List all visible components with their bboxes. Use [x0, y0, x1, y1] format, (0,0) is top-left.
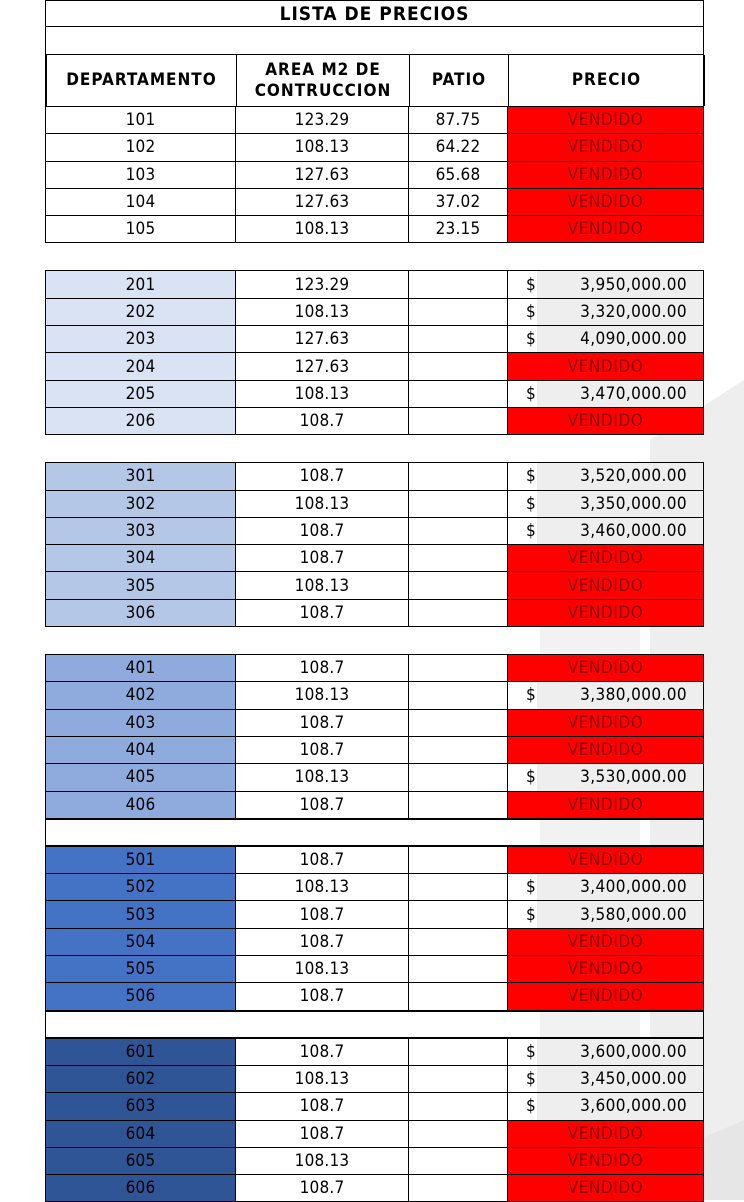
- cell-precio-vendido: VENDIDO: [508, 216, 704, 242]
- cell-precio-vendido: VENDIDO: [508, 956, 704, 982]
- cell-departamento: 203: [45, 326, 236, 352]
- floor-section: [45, 846, 704, 1011]
- currency-symbol: $: [526, 383, 537, 404]
- currency-symbol: $: [526, 767, 537, 788]
- table-row: [45, 929, 704, 956]
- cell-precio-vendido: VENDIDO: [508, 1121, 704, 1147]
- price-amount: 3,600,000.00: [580, 1041, 687, 1062]
- cell-area: 108.13: [236, 1148, 409, 1174]
- table-row: [45, 381, 704, 408]
- cell-area: 108.13: [236, 491, 409, 517]
- cell-precio-vendido: VENDIDO: [508, 134, 704, 160]
- price-amount: 3,600,000.00: [580, 1096, 687, 1117]
- floor-sections: [45, 107, 704, 1202]
- cell-area: 108.7: [236, 847, 409, 873]
- price-amount: 3,530,000.00: [580, 767, 687, 788]
- price-amount: 3,350,000.00: [580, 493, 687, 514]
- cell-area: 108.13: [236, 572, 409, 598]
- table-row: [45, 134, 704, 161]
- cell-patio: [409, 764, 508, 790]
- sheet-title: LISTA DE PRECIOS: [45, 0, 704, 27]
- cell-precio-vendido: VENDIDO: [508, 1175, 704, 1201]
- cell-precio: [508, 901, 704, 927]
- floor-gap: [45, 243, 704, 270]
- cell-area: 108.7: [236, 710, 409, 736]
- table-row: [45, 462, 704, 490]
- table-header: [45, 54, 704, 107]
- cell-precio-vendido: VENDIDO: [508, 600, 704, 626]
- currency-symbol: $: [526, 877, 537, 898]
- floor-section: [45, 270, 704, 435]
- cell-precio-vendido: VENDIDO: [508, 710, 704, 736]
- cell-area: 108.13: [236, 956, 409, 982]
- cell-departamento: 206: [45, 408, 236, 434]
- table-row: [45, 1093, 704, 1120]
- cell-departamento: 604: [45, 1121, 236, 1147]
- cell-precio-vendido: VENDIDO: [508, 107, 704, 133]
- cell-precio: [508, 463, 704, 489]
- cell-area: 108.7: [236, 545, 409, 571]
- floor-gap: [45, 435, 704, 462]
- floor-section: [45, 107, 704, 243]
- price-amount: 3,580,000.00: [580, 904, 687, 925]
- cell-departamento: 606: [45, 1175, 236, 1201]
- cell-patio: [409, 655, 508, 681]
- floor-section: [45, 654, 704, 819]
- cell-area: 127.63: [236, 189, 409, 215]
- table-row: [45, 270, 704, 298]
- cell-patio: [409, 518, 508, 544]
- table-row: [45, 572, 704, 599]
- cell-departamento: 103: [45, 162, 236, 188]
- cell-patio: [409, 847, 508, 873]
- cell-patio: [409, 1175, 508, 1201]
- cell-area: 108.7: [236, 655, 409, 681]
- floor-section: [45, 1038, 704, 1202]
- cell-precio: [508, 682, 704, 708]
- price-list-sheet: [45, 0, 704, 1202]
- currency-symbol: $: [526, 1096, 537, 1117]
- cell-patio: [409, 326, 508, 352]
- cell-patio: [409, 929, 508, 955]
- cell-departamento: 603: [45, 1093, 236, 1119]
- floor-gap: [45, 819, 704, 846]
- blank-spacer-row: [45, 27, 704, 54]
- cell-precio-vendido: VENDIDO: [508, 655, 704, 681]
- table-row: [45, 162, 704, 189]
- cell-precio-vendido: VENDIDO: [508, 162, 704, 188]
- cell-precio-vendido: VENDIDO: [508, 929, 704, 955]
- cell-precio: [508, 518, 704, 544]
- header-area-line2: CONTRUCCION: [254, 80, 392, 101]
- cell-departamento: 204: [45, 353, 236, 379]
- table-row: [45, 189, 704, 216]
- currency-symbol: $: [526, 1069, 537, 1090]
- cell-patio: [409, 1121, 508, 1147]
- table-row: [45, 792, 704, 819]
- cell-precio-vendido: VENDIDO: [508, 408, 704, 434]
- currency-symbol: $: [526, 301, 537, 322]
- cell-precio: [508, 381, 704, 407]
- cell-departamento: 202: [45, 299, 236, 325]
- cell-patio: [409, 1039, 508, 1065]
- cell-patio: [409, 901, 508, 927]
- price-amount: 3,950,000.00: [580, 274, 687, 295]
- cell-patio: [409, 874, 508, 900]
- cell-departamento: 303: [45, 518, 236, 544]
- cell-patio: [409, 271, 508, 297]
- table-row: [45, 1066, 704, 1093]
- cell-departamento: 502: [45, 874, 236, 900]
- currency-symbol: $: [526, 466, 537, 487]
- cell-patio: [409, 600, 508, 626]
- table-row: [45, 737, 704, 764]
- cell-patio: 87.75: [409, 107, 508, 133]
- cell-precio: [508, 874, 704, 900]
- cell-departamento: 505: [45, 956, 236, 982]
- cell-patio: [409, 983, 508, 1009]
- price-amount: 3,320,000.00: [580, 301, 687, 322]
- cell-departamento: 301: [45, 463, 236, 489]
- cell-departamento: 503: [45, 901, 236, 927]
- cell-patio: [409, 710, 508, 736]
- cell-departamento: 405: [45, 764, 236, 790]
- table-row: [45, 1121, 704, 1148]
- cell-departamento: 401: [45, 655, 236, 681]
- cell-departamento: 504: [45, 929, 236, 955]
- cell-area: 108.13: [236, 299, 409, 325]
- header-precio: PRECIO: [509, 55, 705, 106]
- price-amount: 4,090,000.00: [580, 329, 687, 350]
- table-row: [45, 353, 704, 380]
- currency-symbol: $: [526, 493, 537, 514]
- cell-area: 123.29: [236, 107, 409, 133]
- cell-departamento: 304: [45, 545, 236, 571]
- cell-area: 108.7: [236, 1175, 409, 1201]
- cell-precio-vendido: VENDIDO: [508, 353, 704, 379]
- cell-patio: [409, 1093, 508, 1119]
- price-amount: 3,450,000.00: [580, 1069, 687, 1090]
- cell-precio-vendido: VENDIDO: [508, 847, 704, 873]
- cell-area: 108.13: [236, 381, 409, 407]
- table-row: [45, 956, 704, 983]
- table-row: [45, 874, 704, 901]
- cell-area: 108.7: [236, 1039, 409, 1065]
- cell-area: 108.13: [236, 682, 409, 708]
- cell-departamento: 306: [45, 600, 236, 626]
- cell-departamento: 104: [45, 189, 236, 215]
- price-amount: 3,470,000.00: [580, 383, 687, 404]
- cell-precio-vendido: VENDIDO: [508, 1148, 704, 1174]
- cell-precio: [508, 1093, 704, 1119]
- cell-patio: 65.68: [409, 162, 508, 188]
- price-amount: 3,460,000.00: [580, 521, 687, 541]
- table-row: [45, 682, 704, 709]
- cell-departamento: 602: [45, 1066, 236, 1092]
- cell-precio: [508, 326, 704, 352]
- cell-departamento: 105: [45, 216, 236, 242]
- cell-patio: [409, 545, 508, 571]
- cell-patio: [409, 737, 508, 763]
- cell-patio: [409, 463, 508, 489]
- table-row: [45, 326, 704, 353]
- table-row: [45, 545, 704, 572]
- price-amount: 3,380,000.00: [580, 685, 687, 706]
- table-row: [45, 600, 704, 627]
- cell-departamento: 302: [45, 491, 236, 517]
- header-area-line1: AREA M2 DE: [265, 60, 381, 81]
- cell-departamento: 501: [45, 847, 236, 873]
- cell-area: 123.29: [236, 271, 409, 297]
- cell-precio: [508, 1039, 704, 1065]
- cell-area: 108.13: [236, 1066, 409, 1092]
- cell-patio: [409, 572, 508, 598]
- cell-patio: [409, 491, 508, 517]
- cell-precio-vendido: VENDIDO: [508, 545, 704, 571]
- floor-section: [45, 462, 704, 627]
- cell-patio: [409, 408, 508, 434]
- cell-area: 127.63: [236, 326, 409, 352]
- cell-precio: [508, 271, 704, 297]
- cell-departamento: 406: [45, 792, 236, 818]
- cell-area: 108.7: [236, 929, 409, 955]
- table-row: [45, 518, 704, 545]
- cell-area: 108.7: [236, 408, 409, 434]
- cell-precio: [508, 491, 704, 517]
- cell-precio: [508, 299, 704, 325]
- cell-departamento: 403: [45, 710, 236, 736]
- currency-symbol: $: [526, 685, 537, 706]
- cell-departamento: 605: [45, 1148, 236, 1174]
- currency-symbol: $: [526, 274, 537, 295]
- cell-precio: [508, 764, 704, 790]
- table-row: [45, 408, 704, 435]
- cell-patio: 37.02: [409, 189, 508, 215]
- cell-departamento: 201: [45, 271, 236, 297]
- cell-area: 108.7: [236, 983, 409, 1009]
- cell-area: 108.7: [236, 1121, 409, 1147]
- table-row: [45, 216, 704, 243]
- table-row: [45, 764, 704, 791]
- price-amount: 3,400,000.00: [580, 877, 687, 898]
- cell-area: 108.7: [236, 737, 409, 763]
- table-row: [45, 846, 704, 874]
- cell-area: 108.7: [236, 518, 409, 544]
- floor-gap: [45, 1011, 704, 1038]
- cell-precio-vendido: VENDIDO: [508, 983, 704, 1009]
- cell-patio: 64.22: [409, 134, 508, 160]
- header-area: [237, 55, 410, 106]
- cell-patio: [409, 299, 508, 325]
- cell-precio-vendido: VENDIDO: [508, 792, 704, 818]
- cell-area: 108.13: [236, 764, 409, 790]
- table-row: [45, 1175, 704, 1202]
- cell-departamento: 402: [45, 682, 236, 708]
- cell-patio: [409, 956, 508, 982]
- table-row: [45, 654, 704, 682]
- cell-departamento: 102: [45, 134, 236, 160]
- currency-symbol: $: [526, 329, 537, 350]
- table-row: [45, 983, 704, 1010]
- table-row: [45, 901, 704, 928]
- cell-precio-vendido: VENDIDO: [508, 737, 704, 763]
- cell-patio: [409, 682, 508, 708]
- cell-area: 108.13: [236, 134, 409, 160]
- price-amount: 3,520,000.00: [580, 466, 687, 487]
- table-row: [45, 710, 704, 737]
- table-row: [45, 1038, 704, 1066]
- header-patio: PATIO: [410, 55, 509, 106]
- cell-area: 108.13: [236, 874, 409, 900]
- cell-departamento: 101: [45, 107, 236, 133]
- cell-patio: [409, 353, 508, 379]
- currency-symbol: $: [526, 904, 537, 925]
- cell-precio-vendido: VENDIDO: [508, 572, 704, 598]
- cell-departamento: 506: [45, 983, 236, 1009]
- cell-patio: [409, 1066, 508, 1092]
- cell-departamento: 404: [45, 737, 236, 763]
- table-row: [45, 1148, 704, 1175]
- table-row: [45, 107, 704, 134]
- floor-gap: [45, 627, 704, 654]
- currency-symbol: $: [526, 1041, 537, 1062]
- cell-patio: [409, 381, 508, 407]
- cell-patio: [409, 792, 508, 818]
- cell-departamento: 601: [45, 1039, 236, 1065]
- cell-precio: [508, 1066, 704, 1092]
- currency-symbol: $: [526, 521, 537, 541]
- cell-area: 127.63: [236, 353, 409, 379]
- cell-area: 108.7: [236, 463, 409, 489]
- cell-patio: 23.15: [409, 216, 508, 242]
- cell-area: 108.7: [236, 792, 409, 818]
- cell-area: 108.13: [236, 216, 409, 242]
- header-departamento: DEPARTAMENTO: [46, 55, 237, 106]
- cell-area: 108.7: [236, 1093, 409, 1119]
- cell-precio-vendido: VENDIDO: [508, 189, 704, 215]
- cell-departamento: 305: [45, 572, 236, 598]
- cell-area: 108.7: [236, 600, 409, 626]
- table-row: [45, 491, 704, 518]
- cell-area: 127.63: [236, 162, 409, 188]
- table-row: [45, 299, 704, 326]
- cell-patio: [409, 1148, 508, 1174]
- cell-area: 108.7: [236, 901, 409, 927]
- cell-departamento: 205: [45, 381, 236, 407]
